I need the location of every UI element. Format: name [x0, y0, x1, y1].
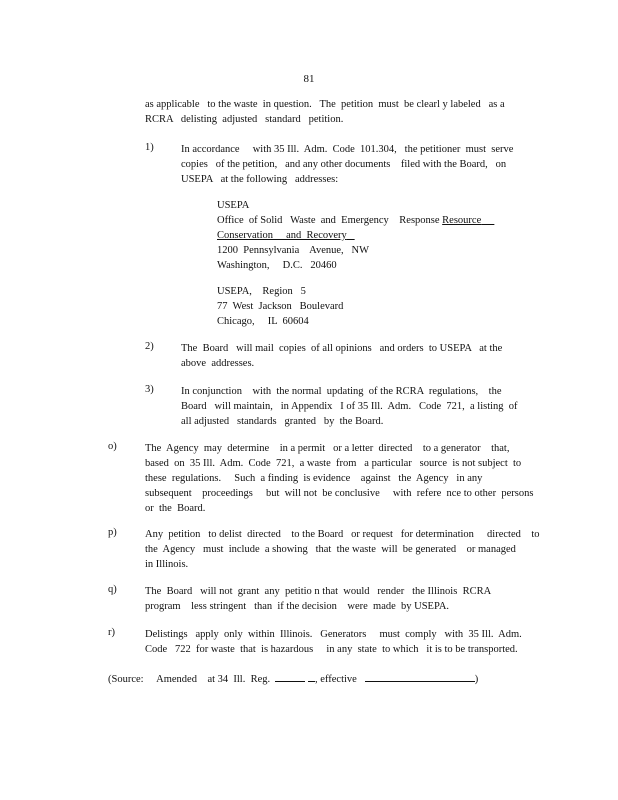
address-name: USEPA, Region 5 — [217, 286, 306, 297]
subsection-line: The Agency may determine in a permit or a letter directed to a generator that, — [145, 443, 510, 454]
item-line: Board will maintain, in Appendix I of 35 Ill. Adm. Code 721, a listing of — [181, 401, 518, 412]
item-line: all adjusted standards granted by the Board. — [181, 416, 384, 427]
item-line: The Board will mail copies of all opinions and orders to USEPA at the — [181, 343, 503, 354]
address-name: USEPA — [217, 200, 250, 211]
item-line: In accordance with 35 Ill. Adm. Code 101.304, the petitioner must serve — [181, 144, 514, 155]
address-city: Washington, D.C. 20460 — [217, 260, 337, 271]
item-line: In conjunction with the normal updating of the RCRA regulations, the — [181, 386, 502, 397]
item-1-text — [181, 142, 541, 187]
address-city: Chicago, IL 60604 — [217, 316, 309, 327]
underline-tail — [347, 230, 355, 241]
subsection-marker: o) — [108, 441, 117, 452]
subsection-line: these regulations. Such a finding is evidence against the Agency in any — [145, 473, 483, 484]
subsection-line: based on 35 Ill. Adm. Code 721, a waste from a particular source is not subject to — [145, 458, 522, 469]
item-marker: 2) — [145, 341, 154, 352]
address-office — [217, 213, 537, 228]
source-effective: effective — [320, 674, 357, 685]
item-line: above addresses. — [181, 358, 255, 369]
subsection-o-text — [145, 441, 555, 516]
source-open: (Source: — [108, 674, 144, 685]
subsection-line: Code 722 for waste that is hazardous in any state to which it is to be transported. — [145, 644, 518, 655]
intro-line: as applicable to the waste in question. The petition must be clearl y labeled as a — [145, 99, 505, 110]
address-line2-text: Conservation and Recovery — [217, 230, 347, 241]
subsection-line: subsequent proceedings but will not be conclusive with refere nce to other persons — [145, 488, 534, 499]
address-street: 77 West Jackson Boulevard — [217, 301, 344, 312]
address-block-2 — [217, 284, 537, 329]
item-2-text — [181, 341, 541, 371]
subsection-r-text — [145, 627, 555, 657]
underline-tail — [481, 215, 494, 226]
subsection-line: Delistings apply only within Illinois. Generators must comply with 35 Ill. Adm. — [145, 629, 522, 640]
address-office-text: Office of Solid Waste and Emergency Response — [217, 215, 443, 226]
source-note — [108, 671, 508, 687]
item-line: USEPA at the following addresses: — [181, 174, 339, 185]
item-3-text — [181, 384, 541, 429]
register-page-blank — [275, 671, 305, 682]
effective-date-blank — [365, 671, 475, 682]
subsection-p-text — [145, 527, 555, 572]
address-block-1 — [217, 198, 537, 273]
address-street: 1200 Pennsylvania Avenue, NW — [217, 245, 370, 256]
item-marker: 1) — [145, 142, 154, 153]
source-text: Amended at 34 Ill. Reg. — [156, 674, 271, 685]
subsection-marker: r) — [108, 627, 115, 638]
subsection-marker: q) — [108, 584, 117, 595]
subsection-line: program less stringent than if the decision were made by USEPA. — [145, 601, 450, 612]
subsection-line: or the Board. — [145, 503, 206, 514]
subsection-marker: p) — [108, 527, 117, 538]
intro-line: RCRA delisting adjusted standard petition. — [145, 114, 344, 125]
subsection-q-text — [145, 584, 555, 614]
register-page-blank-2 — [308, 671, 315, 682]
item-line: copies of the petition, and any other documents filed with the Board, on — [181, 159, 507, 170]
source-comma: , — [315, 674, 318, 685]
subsection-line: the Agency must include a showing that the waste will be generated or managed — [145, 544, 516, 555]
intro-paragraph — [145, 97, 545, 127]
subsection-line: in Illinois. — [145, 559, 189, 570]
subsection-line: Any petition to delist directed to the Board or request for determination directed to — [145, 529, 540, 540]
page-number: 81 — [303, 73, 315, 85]
subsection-line: The Board will not grant any petitio n that would render the Illinois RCRA — [145, 586, 492, 597]
address-office-underlined: Resource — [442, 215, 482, 226]
item-marker: 3) — [145, 384, 154, 395]
address-line2 — [217, 228, 537, 243]
source-close: ) — [474, 674, 479, 685]
source-note-line — [108, 671, 508, 687]
